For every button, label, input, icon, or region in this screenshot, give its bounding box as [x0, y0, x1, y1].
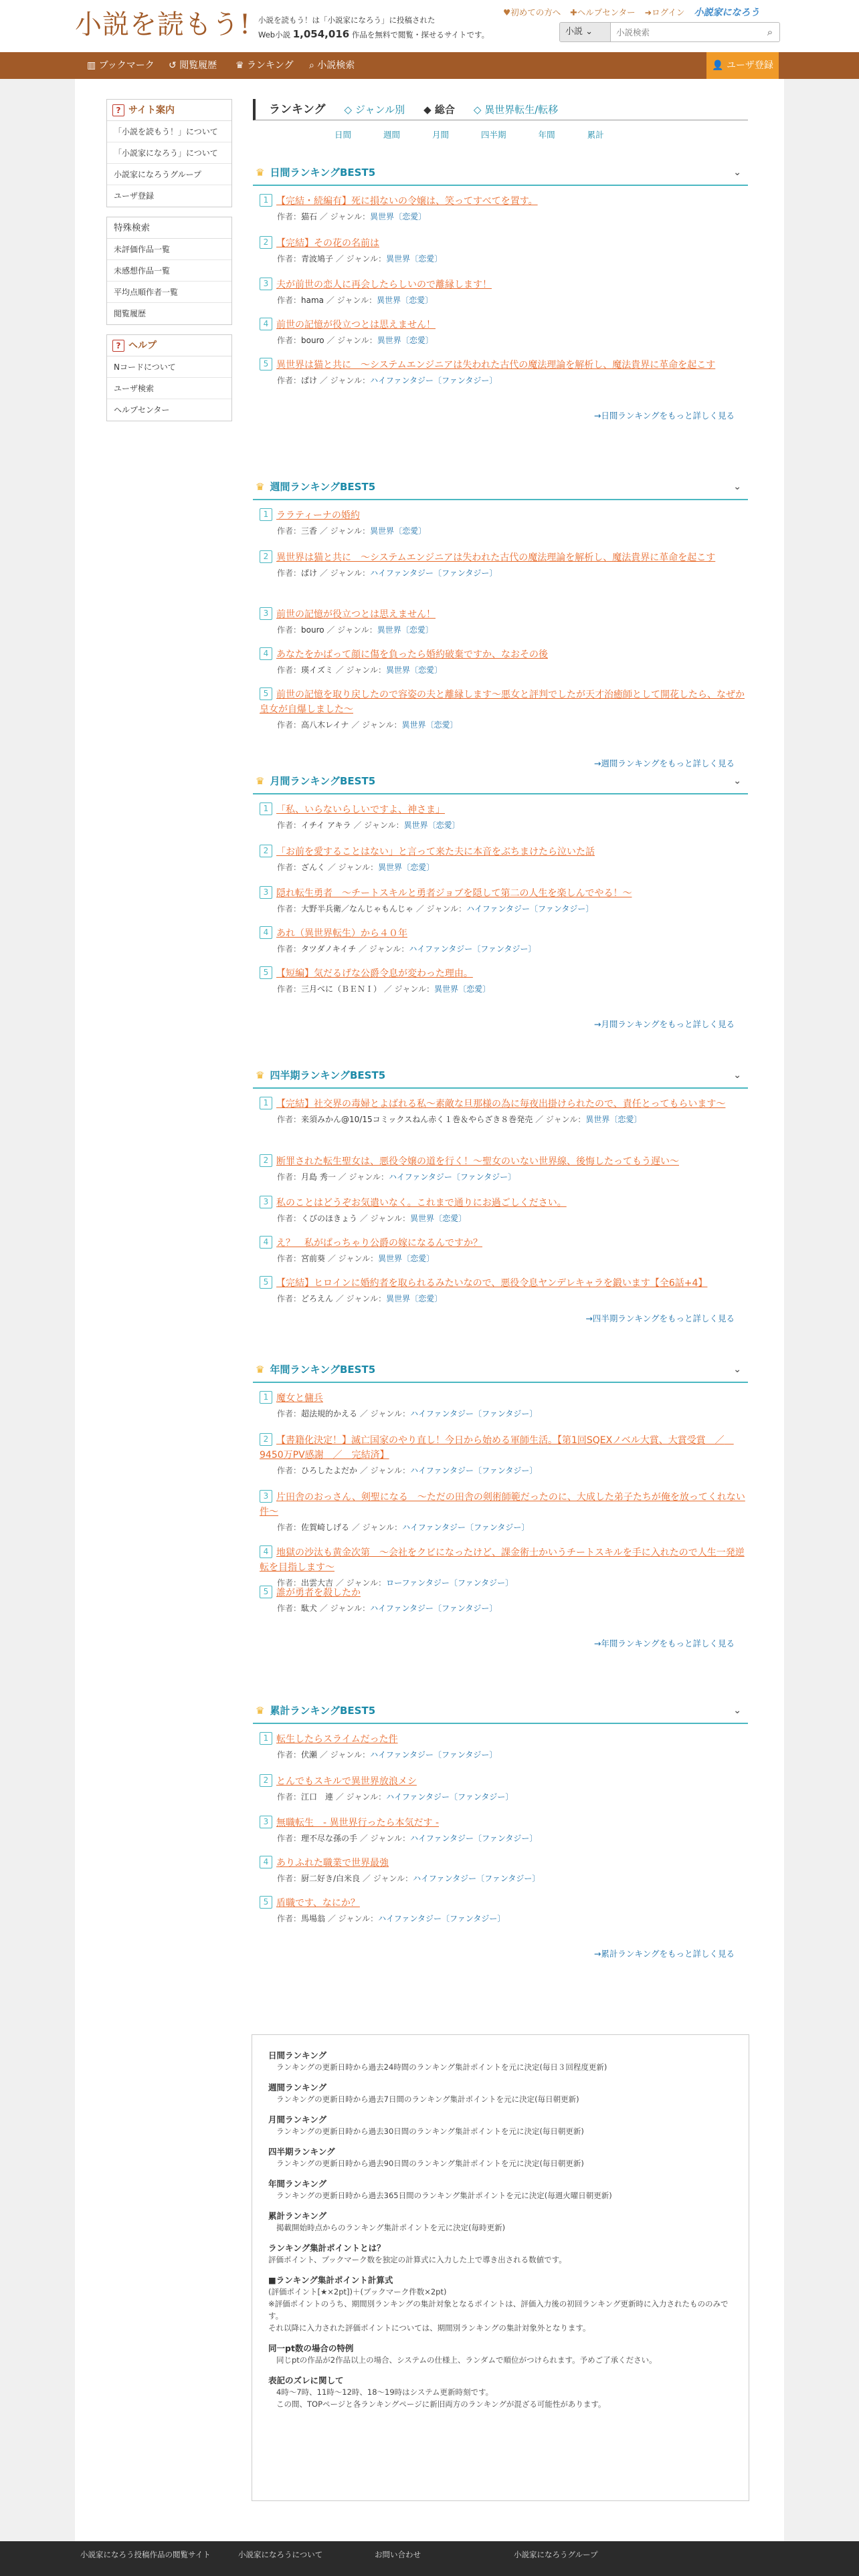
- history-icon: ↺: [169, 60, 177, 71]
- novel-title-link[interactable]: 異世界は猫と共に 〜システムエンジニアは失われた古代の魔法理論を解析し、魔法貴界に革命を起こす: [276, 552, 716, 563]
- main-content: [253, 99, 748, 1959]
- section-header[interactable]: ♛ 月間ランキングBEST5 ⌄: [253, 768, 748, 794]
- rank-badge: 3: [260, 886, 272, 899]
- genre-link[interactable]: ハイファンタジー〔ファンタジー〕: [378, 1914, 506, 1923]
- period-nav: [253, 127, 748, 143]
- rank-badge: 5: [260, 1896, 272, 1909]
- rank-badge: 1: [260, 1391, 272, 1404]
- rank-badge: 5: [260, 358, 272, 370]
- sidebar-guide: ? サイト案内 「小説を読もう！」について 「小説家になろう」について 小説家になろうグループ ユーザ登録: [106, 99, 232, 207]
- chevron-down-icon[interactable]: ⌄: [733, 1705, 741, 1716]
- period-yearly[interactable]: 年間: [538, 130, 555, 140]
- novel-meta: 作者：宮前葵 ／ ジャンル：異世界〔恋愛〕: [277, 1254, 435, 1263]
- author-name[interactable]: 月島 秀一: [301, 1172, 336, 1182]
- rank-badge: 2: [260, 1774, 272, 1787]
- ranking-item: [260, 647, 748, 676]
- ranking-item: [260, 1816, 748, 1844]
- more-ranking-link[interactable]: →月間ランキングをもっと詳しく見る: [593, 1019, 735, 1029]
- crown-icon: ♛: [256, 1069, 265, 1081]
- site-logo[interactable]: 小説を読もう!: [75, 9, 252, 40]
- author-name[interactable]: 理不尽な孫の手: [301, 1834, 358, 1843]
- note-title: 週間ランキング: [268, 2082, 327, 2092]
- rank-badge: 3: [260, 607, 272, 620]
- author-name[interactable]: 江口 連: [301, 1792, 334, 1802]
- novel-title-link[interactable]: え？ 私がぱっちゃり公爵の嫁になるんですか？: [276, 1238, 482, 1249]
- note-title: 累計ランキング: [268, 2211, 327, 2221]
- rank-badge: 4: [260, 926, 272, 939]
- novel-title-link[interactable]: 【完結・続編有】死に損ないの令嬢は、笑ってすべてを置す。: [276, 196, 538, 207]
- author-name[interactable]: bouro: [301, 625, 324, 635]
- ranking-section: [253, 1697, 748, 1959]
- content-wrapper: [75, 79, 784, 2541]
- novel-title-link[interactable]: 前世の記憶を取り戻したので容姿の夫と離縁します〜悪女と評判でしたが天才治癒師として開花したら、なぜか皇女が自爆しました〜: [260, 689, 745, 715]
- section-header[interactable]: ♛ 累計ランキングBEST5 ⌄: [253, 1697, 748, 1724]
- ranking-item: [260, 194, 748, 223]
- genre-link[interactable]: ハイファンタジー〔ファンタジー〕: [386, 1792, 514, 1802]
- novel-meta: 作者：理不尽な孫の手 ／ ジャンル：ハイファンタジー〔ファンタジー〕: [277, 1834, 538, 1843]
- section-header[interactable]: ♛ 日間ランキングBEST5 ⌄: [253, 159, 748, 186]
- ranking-item: [260, 1196, 748, 1224]
- note-desc: ランキングの更新日時から過去90日間のランキング集計ポイントを元に決定(毎日朝更新): [276, 2159, 584, 2168]
- period-weekly[interactable]: 週間: [383, 130, 401, 140]
- author-name[interactable]: ひろしたよだか: [301, 1466, 358, 1475]
- page-title: ランキング: [269, 103, 326, 116]
- genre-link[interactable]: 異世界〔恋愛〕: [386, 1294, 443, 1303]
- heart-icon: ♥: [503, 7, 511, 17]
- ranking-item: [260, 1545, 748, 1589]
- author-name[interactable]: 出雲大吉: [301, 1578, 334, 1588]
- sidebar-special-search: 特殊検索 未評価作品一覧 未感想作品一覧 平均点順作者一覧 閲覧履歴: [106, 217, 232, 325]
- nav-history[interactable]: ↺ 閲覧履歴: [169, 60, 217, 71]
- novel-meta: 作者：イチイ アキラ ／ ジャンル：異世界〔恋愛〕: [277, 821, 460, 830]
- sidebar-item[interactable]: ユーザ検索: [107, 378, 231, 399]
- genre-link[interactable]: 異世界〔恋愛〕: [377, 336, 434, 345]
- help-icon: ✚: [570, 7, 577, 17]
- novel-meta: 作者：厨二好き/白米良 ／ ジャンル：ハイファンタジー〔ファンタジー〕: [277, 1874, 541, 1883]
- novel-title-link[interactable]: 盾職です、なにか？: [276, 1898, 360, 1909]
- footer-link[interactable]: お問い合わせ: [375, 2550, 421, 2559]
- novel-title-link[interactable]: 誰が勇者を殺したか: [276, 1588, 361, 1598]
- footer-link[interactable]: 小説家になろうグループ: [514, 2550, 598, 2559]
- rank-badge: 1: [260, 1732, 272, 1745]
- crown-icon: ♛: [235, 60, 244, 71]
- author-name[interactable]: 大野半兵衛／なんじゃもんじゃ: [301, 904, 414, 914]
- author-name[interactable]: タツダノキイチ: [301, 944, 357, 954]
- novel-title-link[interactable]: 夫が前世の恋人に再会したらしいので離縁します！: [276, 280, 492, 290]
- genre-link[interactable]: 異世界〔恋愛〕: [401, 720, 458, 730]
- author-name[interactable]: ざんく: [301, 863, 326, 872]
- ranking-item: [260, 1774, 748, 1803]
- author-name[interactable]: 高八木レイナ: [301, 720, 349, 730]
- novel-meta: 作者：三香 ／ ジャンル：異世界〔恋愛〕: [277, 526, 427, 536]
- novel-meta: 作者：ざんく ／ ジャンル：異世界〔恋愛〕: [277, 863, 435, 872]
- ranking-item: [260, 358, 748, 387]
- sidebar-item[interactable]: 未評価作品一覧: [107, 239, 231, 260]
- sidebar: [106, 99, 232, 431]
- novel-title-link[interactable]: 【完結】ヒロインに婚約者を取られるみたいなので、悪役令息ヤンデレキャラを鍛います【全6話+4】: [276, 1278, 708, 1289]
- rank-badge: 5: [260, 1586, 272, 1598]
- genre-link[interactable]: 異世界〔恋愛〕: [386, 665, 443, 675]
- work-count: 1,054,016: [292, 28, 350, 40]
- author-name[interactable]: 超法規的かえる: [301, 1409, 358, 1418]
- novel-meta: 作者：ぱけ ／ ジャンル：ハイファンタジー〔ファンタジー〕: [277, 568, 498, 578]
- ranking-item: [260, 278, 748, 306]
- crown-icon: ♛: [256, 1364, 265, 1376]
- ranking-section: [253, 768, 748, 1029]
- rank-badge: 5: [260, 1276, 272, 1289]
- novel-title-link[interactable]: ララティーナの婚約: [276, 510, 360, 521]
- genre-link[interactable]: ハイファンタジー〔ファンタジー〕: [409, 944, 537, 954]
- search-icon: ⌕: [309, 60, 314, 71]
- rank-badge: 1: [260, 508, 272, 521]
- novel-title-link[interactable]: 【書籍化決定！】滅亡国家のやり直し！今日から始める軍師生活。【第1回SQEXノベル大賞、大賞受賞 ／ 9450万PV感謝 ／ 完結済】: [260, 1435, 734, 1461]
- rank-badge: 5: [260, 966, 272, 979]
- sidebar-item[interactable]: 平均点順作者一覧: [107, 282, 231, 303]
- novel-title-link[interactable]: 無職転生 - 異世界行ったら本気だす -: [276, 1818, 440, 1828]
- ranking-title-bar: [253, 99, 748, 120]
- novel-meta: 作者：青波鳩子 ／ ジャンル：異世界〔恋愛〕: [277, 254, 443, 263]
- rank-badge: 2: [260, 236, 272, 249]
- rank-badge: 2: [260, 1154, 272, 1167]
- period-monthly[interactable]: 月間: [432, 130, 450, 140]
- period-total[interactable]: 累計: [587, 130, 604, 140]
- footer-link[interactable]: 小説家になろう投稿作品の閲覧サイト: [80, 2550, 211, 2559]
- ranking-item: [260, 802, 748, 831]
- genre-link[interactable]: ハイファンタジー〔ファンタジー〕: [402, 1523, 530, 1532]
- site-header: [0, 0, 859, 52]
- search-input[interactable]: [611, 23, 761, 41]
- novel-title-link[interactable]: あなたをかばって顔に傷を負ったら婚約破棄ですか、なおその後: [276, 649, 548, 660]
- note-desc: 掲載開始時点からのランキング集計ポイントを元に決定(毎時更新): [276, 2223, 506, 2232]
- novel-meta: 作者：ぱけ ／ ジャンル：ハイファンタジー〔ファンタジー〕: [277, 376, 498, 385]
- author-name[interactable]: 伏瀬: [301, 1750, 318, 1759]
- search-icon[interactable]: ⌕: [767, 26, 773, 38]
- author-name[interactable]: くびのほきょう: [301, 1214, 358, 1223]
- novel-meta: 作者：くびのほきょう ／ ジャンル：異世界〔恋愛〕: [277, 1214, 467, 1223]
- novel-meta: 作者：出雲大吉 ／ ジャンル：ローファンタジー〔ファンタジー〕: [277, 1578, 514, 1588]
- author-name[interactable]: どろえん: [301, 1294, 334, 1303]
- rank-badge: 4: [260, 647, 272, 660]
- novel-meta: 作者：佐賀崎しげる ／ ジャンル：ハイファンタジー〔ファンタジー〕: [277, 1523, 530, 1532]
- author-name[interactable]: 三月べに（ＢＥＮＩ）: [301, 984, 382, 994]
- novel-meta: 作者：馬場翁 ／ ジャンル：ハイファンタジー〔ファンタジー〕: [277, 1914, 506, 1923]
- novel-meta: 作者：bouro ／ ジャンル：異世界〔恋愛〕: [277, 336, 434, 345]
- note-desc: ランキングの更新日時から過去365日間のランキング集計ポイントを元に決定(毎週火曜日朝更新): [276, 2191, 612, 2200]
- ranking-item: [260, 926, 748, 955]
- question-icon: ?: [112, 340, 124, 352]
- ranking-item: [260, 607, 748, 636]
- sidebar-item[interactable]: 「小説家になろう」について: [107, 142, 231, 164]
- nav-ranking[interactable]: ♛ ランキング: [235, 60, 294, 71]
- novel-meta: 作者：江口 連 ／ ジャンル：ハイファンタジー〔ファンタジー〕: [277, 1792, 514, 1802]
- author-name[interactable]: 青波鳩子: [301, 254, 334, 263]
- novel-meta: 作者：超法規的かえる ／ ジャンル：ハイファンタジー〔ファンタジー〕: [277, 1409, 538, 1418]
- novel-meta: 作者：瑛イズミ ／ ジャンル：異世界〔恋愛〕: [277, 665, 443, 675]
- genre-link[interactable]: 異世界〔恋愛〕: [370, 526, 427, 536]
- genre-link[interactable]: ハイファンタジー〔ファンタジー〕: [466, 904, 594, 914]
- author-name[interactable]: 三香: [301, 526, 318, 536]
- crown-icon: ♛: [256, 1705, 265, 1717]
- genre-link[interactable]: ハイファンタジー〔ファンタジー〕: [410, 1466, 538, 1475]
- ranking-item: [260, 1586, 748, 1614]
- note-desc: ランキングの更新日時から過去7日間のランキング集計ポイントを元に決定(毎日朝更新): [276, 2095, 579, 2104]
- genre-link[interactable]: ハイファンタジー〔ファンタジー〕: [370, 568, 498, 578]
- author-name[interactable]: 来須みかん@10/15コミックスねん赤く１巻＆やらざき８巻発売: [301, 1115, 533, 1124]
- ranking-item: [260, 1236, 748, 1265]
- novel-meta: 作者：ひろしたよだか ／ ジャンル：ハイファンタジー〔ファンタジー〕: [277, 1466, 538, 1475]
- genre-link[interactable]: ハイファンタジー〔ファンタジー〕: [410, 1409, 538, 1418]
- chevron-down-icon[interactable]: ⌄: [733, 776, 741, 786]
- nav-search[interactable]: ⌕ 小説検索: [309, 60, 355, 71]
- sidebar-item[interactable]: ヘルプセンター: [114, 405, 170, 415]
- novel-title-link[interactable]: 【完結】その花の名前は: [276, 238, 379, 249]
- crown-icon: ♛: [256, 167, 265, 179]
- period-quarterly[interactable]: 四半期: [481, 130, 506, 140]
- genre-link[interactable]: 異世界〔恋愛〕: [434, 984, 491, 994]
- chevron-down-icon[interactable]: ⌄: [733, 1070, 741, 1081]
- sidebar-help: ? ヘルプ Nコードについて ユーザ検索 ヘルプセンター: [106, 334, 232, 421]
- ranking-item: [260, 845, 748, 873]
- more-ranking-link[interactable]: →四半期ランキングをもっと詳しく見る: [585, 1313, 735, 1323]
- genre-link[interactable]: 異世界〔恋愛〕: [377, 296, 434, 305]
- author-name[interactable]: 宮前葵: [301, 1254, 326, 1263]
- genre-link[interactable]: 異世界〔恋愛〕: [370, 212, 427, 221]
- novel-meta: 作者：bouro ／ ジャンル：異世界〔恋愛〕: [277, 625, 434, 635]
- footer: [0, 2541, 859, 2576]
- novel-title-link[interactable]: 魔女と傭兵: [276, 1393, 323, 1404]
- author-name[interactable]: 駄犬: [301, 1604, 318, 1613]
- top-links: [503, 5, 759, 19]
- nav-bar: [0, 52, 859, 79]
- narou-mini-logo[interactable]: 小説家になろう: [694, 7, 760, 18]
- sidebar-item[interactable]: ユーザ登録: [114, 191, 155, 201]
- section-header[interactable]: ♛ 年間ランキングBEST5 ⌄: [253, 1356, 748, 1383]
- genre-link[interactable]: 異世界〔恋愛〕: [403, 821, 460, 830]
- nav-bookmark[interactable]: ▥ ブックマーク: [87, 60, 155, 71]
- more-ranking-link[interactable]: →年間ランキングをもっと詳しく見る: [593, 1638, 735, 1648]
- note-title: 年間ランキング: [268, 2179, 327, 2189]
- novel-meta: 作者：猫石 ／ ジャンル：異世界〔恋愛〕: [277, 212, 427, 221]
- rank-badge: 3: [260, 1490, 272, 1503]
- rank-badge: 2: [260, 1433, 272, 1446]
- rank-badge: 1: [260, 194, 272, 207]
- novel-title-link[interactable]: ありふれた職業で世界最強: [276, 1858, 389, 1868]
- link-login[interactable]: ➜ログイン: [644, 7, 685, 17]
- novel-meta: 作者：三月べに（ＢＥＮＩ） ／ ジャンル：異世界〔恋愛〕: [277, 984, 491, 994]
- sidebar-item[interactable]: 未感想作品一覧: [107, 260, 231, 282]
- chevron-down-icon[interactable]: ⌄: [733, 167, 741, 178]
- author-name[interactable]: 瑛イズミ: [301, 665, 333, 675]
- novel-title-link[interactable]: 異世界は猫と共に 〜システムエンジニアは失われた古代の魔法理論を解析し、魔法貴界に革命を起こす: [276, 360, 716, 370]
- author-name[interactable]: 馬場翁: [301, 1914, 326, 1923]
- rank-badge: 4: [260, 1545, 272, 1558]
- ranking-item: [260, 1154, 748, 1183]
- more-ranking-link[interactable]: →日間ランキングをもっと詳しく見る: [593, 411, 735, 421]
- section-header[interactable]: ♛ 四半期ランキングBEST5 ⌄: [253, 1062, 748, 1089]
- ranking-item: [260, 1896, 748, 1925]
- note-title: 日間ランキング: [268, 2050, 327, 2060]
- author-name[interactable]: bouro: [301, 336, 324, 345]
- tagline: 小説を読もう！は「小説家になろう」に投稿された Web小説 1,054,016 作品を無料で閲覧・探せるサイトです。: [258, 15, 490, 40]
- chevron-down-icon[interactable]: ⌄: [733, 1364, 741, 1375]
- ranking-item: [260, 1856, 748, 1885]
- genre-link[interactable]: ハイファンタジー〔ファンタジー〕: [370, 1750, 498, 1759]
- link-first-time[interactable]: ♥初めての方へ: [503, 7, 561, 17]
- more-ranking-link[interactable]: →週間ランキングをもっと詳しく見る: [593, 758, 735, 768]
- genre-link[interactable]: ハイファンタジー〔ファンタジー〕: [370, 1604, 498, 1613]
- novel-title-link[interactable]: 前世の記憶が役立つとは思えません！: [276, 320, 436, 330]
- novel-title-link[interactable]: 「お前を愛することはない」と言って来た夫に本音をぶちまけたら泣いた話: [276, 847, 595, 857]
- author-name[interactable]: 厨二好き/白米良: [301, 1874, 361, 1883]
- user-icon: 👤: [712, 60, 724, 71]
- rank-badge: 3: [260, 278, 272, 290]
- sidebar-item[interactable]: 小説家になろうグループ: [107, 164, 231, 185]
- genre-link[interactable]: 異世界〔恋愛〕: [378, 863, 435, 872]
- genre-link[interactable]: ハイファンタジー〔ファンタジー〕: [410, 1834, 538, 1843]
- novel-title-link[interactable]: 転生したらスライムだった件: [276, 1734, 398, 1745]
- novel-title-link[interactable]: 「私、いらないらしいですよ、神さま」: [276, 804, 445, 815]
- novel-title-link[interactable]: あれ（異世界転生）から４０年: [276, 928, 407, 939]
- ranking-item: [260, 1732, 748, 1761]
- period-daily[interactable]: 日間: [335, 130, 352, 140]
- novel-meta: 作者：来須みかん@10/15コミックスねん赤く１巻＆やらざき８巻発売 ／ ジャンル：異世界〔恋愛〕: [277, 1115, 642, 1124]
- novel-title-link[interactable]: 地獄の沙汰も黄金次第 〜会社をクビになったけど、課金術士かいうチートスキルを手に入れたので人生一発逆転を目指します〜: [260, 1547, 745, 1573]
- novel-meta: 作者：どろえん ／ ジャンル：異世界〔恋愛〕: [277, 1294, 443, 1303]
- novel-meta: 作者：タツダノキイチ ／ ジャンル：ハイファンタジー〔ファンタジー〕: [277, 944, 537, 954]
- novel-meta: 作者：hama ／ ジャンル：異世界〔恋愛〕: [277, 296, 434, 305]
- rank-badge: 3: [260, 1196, 272, 1208]
- ranking-item: [260, 886, 748, 915]
- rank-badge: 2: [260, 845, 272, 857]
- section-header[interactable]: ♛ 週間ランキングBEST5 ⌄: [253, 473, 748, 500]
- ranking-item: [260, 1490, 748, 1533]
- bookmark-icon: ▥: [87, 60, 96, 71]
- author-name[interactable]: 佐賀崎しげる: [301, 1523, 350, 1532]
- novel-title-link[interactable]: 【完結】社交界の毒婦とよばれる私〜素敵な旦那様の為に毎夜出掛けられたので、責任とってもらいます〜: [276, 1099, 726, 1109]
- note-title: 四半期ランキング: [268, 2147, 335, 2157]
- ranking-item: [260, 318, 748, 346]
- link-help-center[interactable]: ✚ヘルプセンター: [570, 7, 636, 17]
- novel-meta: 作者：大野半兵衛／なんじゃもんじゃ ／ ジャンル：ハイファンタジー〔ファンタジー〕: [277, 904, 594, 914]
- ranking-item: [260, 508, 748, 537]
- ranking-item: [260, 1433, 748, 1477]
- ranking-item: [260, 966, 748, 995]
- ranking-section: [253, 1356, 748, 1648]
- genre-link[interactable]: ハイファンタジー〔ファンタジー〕: [413, 1874, 541, 1883]
- novel-title-link[interactable]: 【短編】気だるげな公爵令息が変わった理由。: [276, 968, 473, 979]
- novel-title-link[interactable]: 断罪された転生聖女は、悪役令嬢の道を行く！〜聖女のいない世界線、後悔したってもう遅い〜: [276, 1156, 679, 1167]
- ranking-item: [260, 687, 748, 731]
- ranking-notes: 日間ランキング ランキングの更新日時から過去24時間のランキング集計ポイントを元に決定(毎日３回程度更新) 週間ランキング ランキングの更新日時から過去7日間のランキング集計ポイントを元に決定(毎日朝更新) 月間ランキング ランキングの更新日時から過去30日間のランキング集計ポイントを元に決定(毎日朝更新) 四半期ランキング ランキングの更新日時から過去90日間のランキング集計ポイントを元に決定(毎日朝更新) 年間ランキング ランキングの更新日時から過去365日間のランキング集計ポイントを元に決定(毎週火曜日朝更新) 累計ランキング 掲載開始時点からのランキング集計ポイントを元に決定(毎時更新) ランキング集計ポイントとは？ 評価ポイント、ブックマーク数を独定の計算式に入力した上で導き出される数値です。 ■ランキング集計ポイント計算式 (評価ポイント[★×2pt])＋(ブックマーク件数×2pt) ※評価ポイントのうち、期間別ランキングの集計対象となるポイントは、評価入力後の初回ランキング更新時に入力されたもののみです。 それ以降に入力された評価ポイントについては、期間別ランキングの集計対象外となります。 同一pt数の場合の特例 同じptの作品が2作品以上の場合、システムの仕様上、ランダムで順位がつけられます。予めご了承ください。 表記のズレに関して 4時〜7時、11時〜12時、18〜19時はシステム更新時刻です。 この間、TOPページと各ランキングページに新旧両方のランキングが混ざる可能性があります。: [252, 2034, 749, 2501]
- novel-meta: 作者：伏瀬 ／ ジャンル：ハイファンタジー〔ファンタジー〕: [277, 1750, 498, 1759]
- genre-link[interactable]: 異世界〔恋愛〕: [378, 1254, 435, 1263]
- question-icon: ?: [112, 104, 124, 116]
- novel-title-link[interactable]: 片田舎のおっさん、剣聖になる 〜ただの田舎の剣術師範だったのに、大成した弟子たちが俺を放ってくれない件〜: [260, 1492, 745, 1517]
- rank-badge: 4: [260, 1236, 272, 1249]
- genre-link[interactable]: ローファンタジー〔ファンタジー〕: [386, 1578, 514, 1588]
- login-icon: ➜: [644, 7, 652, 17]
- ranking-section: [253, 159, 748, 421]
- tab-overall[interactable]: ◆ 総合: [423, 104, 455, 116]
- novel-title-link[interactable]: とんでもスキルで異世界放浪メシ: [276, 1776, 417, 1787]
- novel-title-link[interactable]: 私のことはどうぞお気遣いなく。これまで通りにお過ごしください。: [276, 1198, 567, 1208]
- note-desc: ランキングの更新日時から過去30日間のランキング集計ポイントを元に決定(毎日朝更新): [276, 2127, 584, 2136]
- ranking-item: [260, 1276, 748, 1305]
- ranking-item: [260, 1097, 748, 1125]
- ranking-item: [260, 1391, 748, 1420]
- crown-icon: ♛: [256, 775, 265, 787]
- tab-isekai[interactable]: ◇ 異世界転生/転移: [473, 104, 559, 116]
- ranking-item: [260, 236, 748, 265]
- ranking-section: [253, 473, 748, 768]
- author-name[interactable]: ぱけ: [301, 568, 318, 578]
- genre-link[interactable]: 異世界〔恋愛〕: [410, 1214, 467, 1223]
- novel-meta: 作者：月島 秀一 ／ ジャンル：ハイファンタジー〔ファンタジー〕: [277, 1172, 516, 1182]
- author-name[interactable]: hama: [301, 296, 324, 305]
- novel-meta: 作者：駄犬 ／ ジャンル：ハイファンタジー〔ファンタジー〕: [277, 1604, 498, 1613]
- author-name[interactable]: ぱけ: [301, 376, 318, 385]
- register-button[interactable]: 👤 ユーザ登録: [706, 52, 779, 79]
- search-bar: [559, 22, 780, 42]
- genre-link[interactable]: ハイファンタジー〔ファンタジー〕: [388, 1172, 516, 1182]
- genre-link[interactable]: ハイファンタジー〔ファンタジー〕: [370, 376, 498, 385]
- rank-badge: 4: [260, 318, 272, 330]
- ranking-item: [260, 550, 748, 579]
- rank-badge: 3: [260, 1816, 272, 1828]
- tab-genre[interactable]: ◇ ジャンル別: [344, 104, 405, 116]
- genre-link[interactable]: 異世界〔恋愛〕: [386, 254, 443, 263]
- rank-badge: 1: [260, 802, 272, 815]
- note-title: 月間ランキング: [268, 2115, 327, 2125]
- novel-title-link[interactable]: 隠れ転生勇者 〜チートスキルと勇者ジョブを隠して第二の人生を楽しんでやる！〜: [276, 888, 632, 899]
- sidebar-item[interactable]: Nコードについて: [107, 356, 231, 378]
- chevron-down-icon[interactable]: ⌄: [733, 481, 741, 492]
- ranking-section: [253, 1062, 748, 1323]
- author-name[interactable]: イチイ アキラ: [301, 821, 351, 830]
- genre-link[interactable]: 異世界〔恋愛〕: [585, 1115, 642, 1124]
- sidebar-item[interactable]: 閲覧履歴: [114, 309, 147, 318]
- crown-icon: ♛: [256, 481, 265, 493]
- rank-badge: 1: [260, 1097, 272, 1109]
- rank-badge: 2: [260, 550, 272, 563]
- rank-badge: 4: [260, 1856, 272, 1868]
- sidebar-item[interactable]: 「小説を読もう！」について: [107, 121, 231, 142]
- search-type-select[interactable]: 小説 ⌄: [560, 23, 611, 41]
- novel-meta: 作者：高八木レイナ ／ ジャンル：異世界〔恋愛〕: [277, 720, 458, 730]
- novel-title-link[interactable]: 前世の記憶が役立つとは思えません！: [276, 609, 436, 620]
- more-ranking-link[interactable]: →累計ランキングをもっと詳しく見る: [593, 1949, 735, 1959]
- author-name[interactable]: 猫石: [301, 212, 318, 221]
- note-desc: ランキングの更新日時から過去24時間のランキング集計ポイントを元に決定(毎日３回程度更新): [276, 2062, 607, 2072]
- genre-link[interactable]: 異世界〔恋愛〕: [377, 625, 434, 635]
- chevron-down-icon: ⌄: [585, 27, 593, 37]
- footer-link[interactable]: 小説家になろうについて: [238, 2550, 323, 2559]
- rank-badge: 5: [260, 687, 272, 700]
